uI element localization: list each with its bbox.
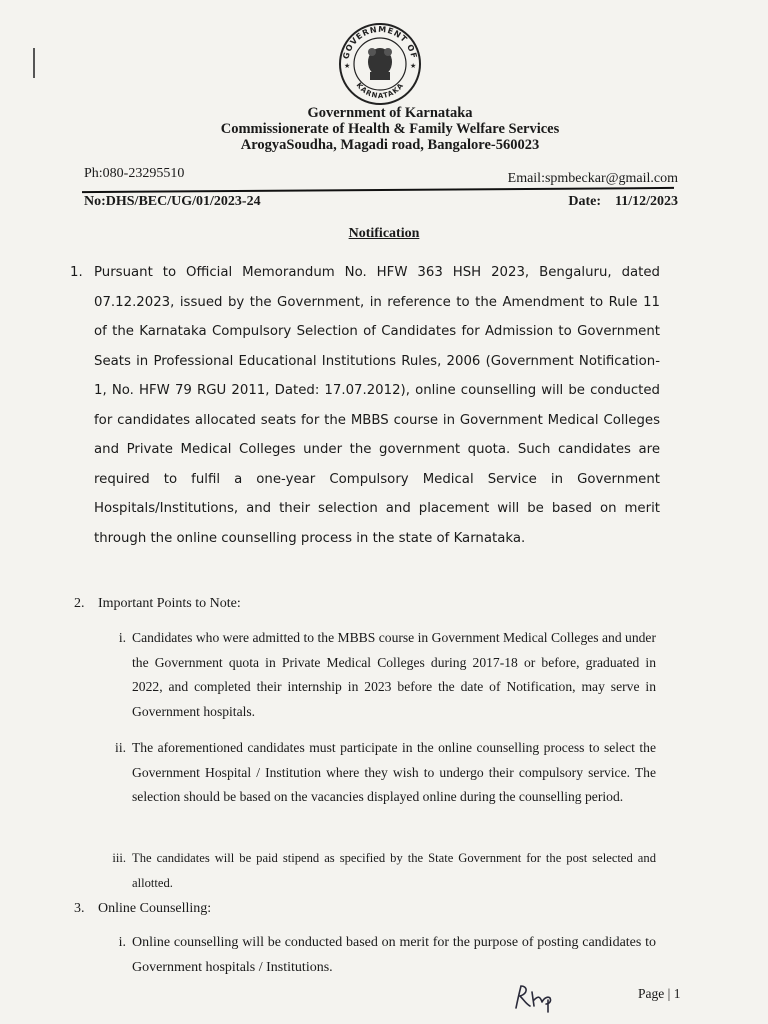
email-address: Email:spmbeckar@gmail.com <box>507 171 678 186</box>
list-item <box>100 846 656 895</box>
list-item <box>100 626 656 724</box>
section-2-heading-row <box>74 596 241 612</box>
header-divider <box>82 187 674 193</box>
list-item <box>100 736 656 810</box>
item-number: i. <box>118 935 126 950</box>
reference-number: No:DHS/BEC/UG/01/2023-24 <box>84 194 261 209</box>
svg-text:★: ★ <box>344 62 351 70</box>
header-address: ArogyaSoudha, Magadi road, Bangalore-560023 <box>240 137 540 153</box>
section-heading: Online Counselling: <box>98 901 212 916</box>
document-title: Notification <box>348 226 420 241</box>
section-1 <box>70 258 660 553</box>
item-text: The aforementioned candidates must participate in the online counselling process to select the Government Hospital / Institution where they wish to undergo their compulsory service. The selection should be based on the vacancies displayed online during the counselling period. <box>132 740 656 804</box>
item-number: i. <box>118 630 126 645</box>
section-number: 1. <box>70 265 83 280</box>
karnataka-emblem-seal <box>332 20 428 108</box>
section-number: 3. <box>74 901 85 916</box>
margin-mark <box>33 48 35 78</box>
item-text: Online counselling will be conducted based on merit for the purpose of posting candidates to Government hospitals / Institutions. <box>132 935 656 975</box>
header-government: Government of Karnataka <box>307 105 473 121</box>
phone-number: Ph:080-23295510 <box>84 166 185 181</box>
section-text: Pursuant to Official Memorandum No. HFW 363 HSH 2023, Bengaluru, dated 07.12.2023, issued by the Government, in reference to the Amendment to Rule 11 of the Karnataka Compulsory Selection of Candidates for Admission to Government Seats in Professional Educational Institutions Rules, 2006 (Government Notification-1, No. HFW 79 RGU 2011, Dated: 17.07.2012), online counselling will be conducted for candidates allocated seats for the MBBS course in Government Medical Colleges and Private Medical Colleges under the government quota. Such candidates are required to fulfil a one-year Compulsory Medical Service in Government Hospitals/Institutions, and their selection and placement will be based on merit through the online counselling process in the state of Karnataka. <box>94 265 660 546</box>
item-number: iii. <box>112 851 126 865</box>
svg-text:GOVERNMENT OF: GOVERNMENT OF <box>341 24 419 61</box>
item-number: ii. <box>115 740 126 755</box>
svg-text:★: ★ <box>410 62 417 70</box>
section-heading: Important Points to Note: <box>98 596 241 611</box>
list-item <box>100 931 656 980</box>
section-3-heading-row <box>74 901 211 917</box>
section-number: 2. <box>74 596 85 611</box>
item-text: The candidates will be paid stipend as specified by the State Government for the post selected and allotted. <box>132 851 656 890</box>
header-commissionerate: Commissionerate of Health & Family Welfare Services <box>220 121 560 137</box>
handwritten-initials-signature <box>512 982 572 1014</box>
svg-text:KARNATAKA: KARNATAKA <box>354 81 406 101</box>
item-text: Candidates who were admitted to the MBBS course in Government Medical Colleges and under the Government quota in Private Medical Colleges during 2017-18 or before, graduated in 2022, and completed their internship in 2023 before the date of Notification, may serve in Government hospitals. <box>132 630 656 719</box>
page-number: Page | 1 <box>638 986 681 1001</box>
notification-date: Date: 11/12/2023 <box>568 194 678 209</box>
